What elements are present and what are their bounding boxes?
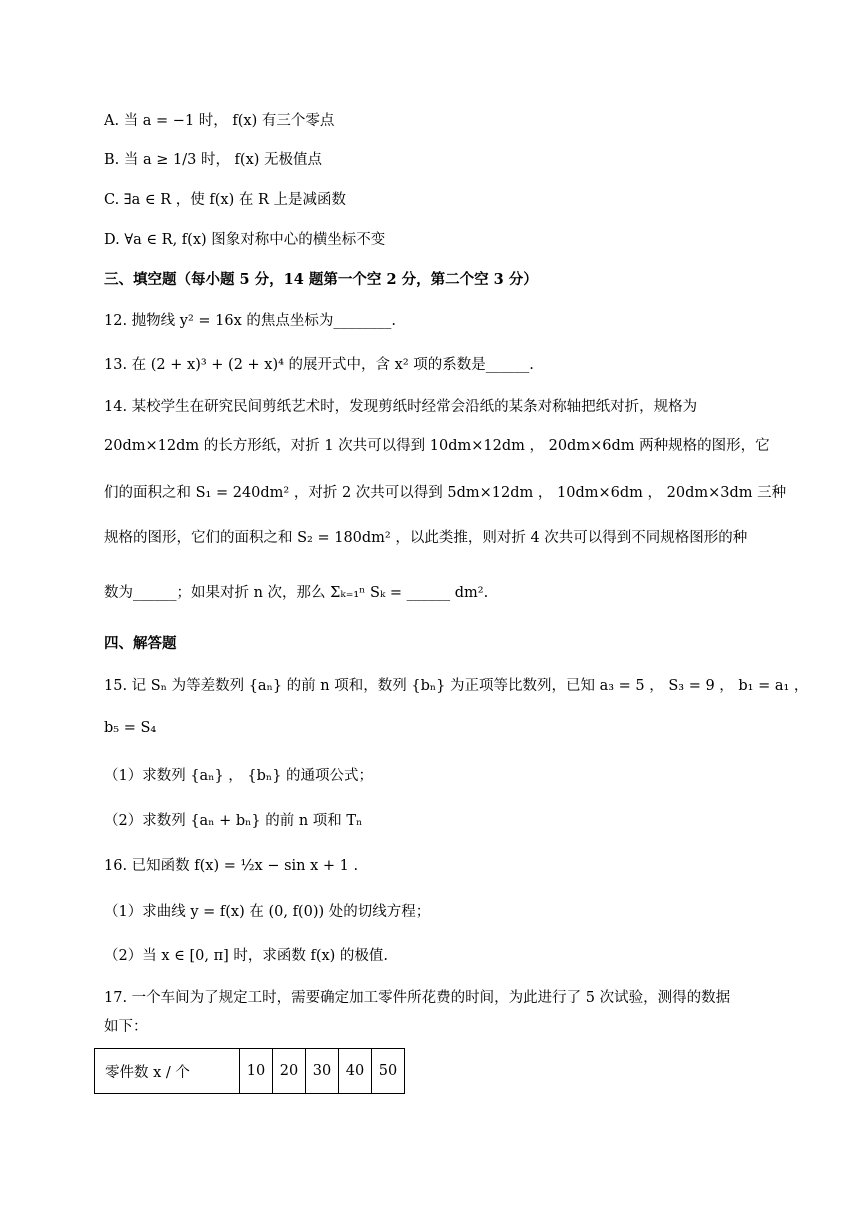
option-b: B. 当 a ≥ 1/3 时， f(x) 无极值点 [104, 152, 323, 168]
question-14-line-4: 规格的图形，它们的面积之和 S₂ = 180dm² ，以此类推，则对折 4 次共可以得到不同规格图形的种 [104, 530, 748, 546]
question-12: 12. 抛物线 y² = 16x 的焦点坐标为________. [104, 313, 396, 329]
question-15-part-2: （2）求数列 {aₙ + bₙ} 的前 n 项和 Tₙ [104, 813, 363, 829]
question-16-part-1: （1）求曲线 y = f(x) 在 (0, f(0)) 处的切线方程； [104, 904, 431, 920]
table-cell: 20 [273, 1049, 306, 1094]
question-17-line-1: 17. 一个车间为了规定工时，需要确定加工零件所花费的时间，为此进行了 5 次试验，测得的数据 [104, 990, 731, 1006]
section-4-title: 四、解答题 [104, 635, 177, 652]
question-15-line-2: b₅ = S₄ [104, 720, 157, 736]
question-16-stem: 16. 已知函数 f(x) = ½x − sin x + 1 . [104, 858, 359, 874]
option-a: A. 当 a = −1 时， f(x) 有三个零点 [104, 113, 335, 129]
table-cell: 40 [339, 1049, 372, 1094]
option-d: D. ∀a ∈ R, f(x) 图象对称中心的横坐标不变 [104, 232, 386, 248]
table-cell: 30 [306, 1049, 339, 1094]
table-cell: 10 [240, 1049, 273, 1094]
question-17-line-2: 如下： [104, 1019, 148, 1035]
parts-table [94, 1048, 405, 1094]
question-14-line-2: 20dm×12dm 的长方形纸，对折 1 次共可以得到 10dm×12dm ， 20dm×6dm 两种规格的图形，它 [104, 438, 770, 454]
question-14-line-1: 14. 某校学生在研究民间剪纸艺术时，发现剪纸时经常会沿纸的某条对称轴把纸对折，规格为 [104, 399, 698, 415]
question-15-line-1: 15. 记 Sₙ 为等差数列 {aₙ} 的前 n 项和，数列 {bₙ} 为正项等比数列，已知 a₃ = 5 ， S₃ = 9 ， b₁ = a₁ ， [104, 678, 809, 694]
question-15-part-1: （1）求数列 {aₙ} ， {bₙ} 的通项公式； [104, 768, 374, 784]
table-header-cell: 零件数 x / 个 [95, 1049, 240, 1094]
question-13: 13. 在 (2 + x)³ + (2 + x)⁴ 的展开式中，含 x² 项的系数是______. [104, 357, 534, 373]
question-14-line-3: 们的面积之和 S₁ = 240dm² ，对折 2 次共可以得到 5dm×12dm ， 10dm×6dm ， 20dm×3dm 三种 [104, 485, 787, 501]
question-14-line-5: 数为______；如果对折 n 次，那么 Σₖ₌₁ⁿ Sₖ = ______ dm². [104, 585, 489, 601]
table-cell: 50 [372, 1049, 405, 1094]
question-16-part-2: （2）当 x ∈ [0, π] 时，求函数 f(x) 的极值. [104, 948, 389, 964]
section-3-title: 三、填空题（每小题 5 分，14 题第一个空 2 分，第二个空 3 分） [104, 271, 538, 288]
table-row [95, 1049, 405, 1094]
option-c: C. ∃a ∈ R ，使 f(x) 在 R 上是减函数 [104, 192, 346, 208]
